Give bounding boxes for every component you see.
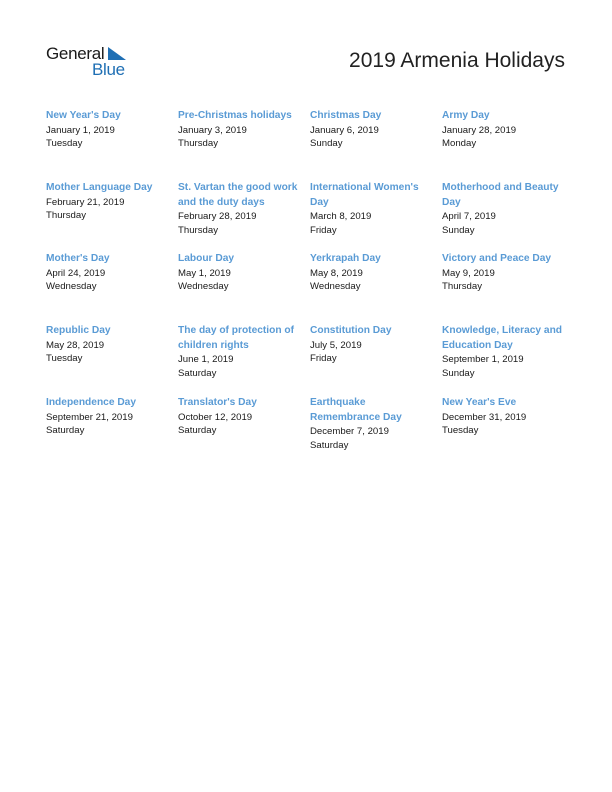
holiday-weekday: Tuesday — [46, 353, 83, 365]
holiday-weekday: Thursday — [178, 224, 218, 236]
holiday-weekday: Thursday — [46, 210, 86, 222]
holiday-weekday: Friday — [310, 353, 337, 365]
holiday-entry — [178, 324, 310, 396]
holiday-name: Labour Day — [178, 253, 235, 264]
holiday-name: St. Vartan the good work and the duty days — [178, 182, 298, 208]
holiday-weekday: Wednesday — [46, 281, 97, 293]
holiday-grid — [46, 109, 576, 468]
holiday-entry — [442, 324, 574, 396]
holiday-date: October 12, 2019 — [178, 411, 253, 423]
holiday-date: May 9, 2019 — [442, 267, 495, 279]
holiday-entry — [310, 109, 442, 181]
holiday-name: Earthquake Remembrance Day — [310, 397, 402, 423]
holiday-name: Christmas Day — [310, 110, 382, 121]
holiday-name: Republic Day — [46, 325, 111, 336]
holiday-name: Knowledge, Literacy and Education Day — [442, 325, 563, 351]
holiday-entry — [442, 109, 574, 181]
holiday-name: Motherhood and Beauty Day — [442, 182, 559, 208]
holiday-name: Translator's Day — [178, 397, 257, 408]
holiday-name: Pre-Christmas holidays — [178, 110, 292, 121]
holiday-entry — [178, 109, 310, 181]
holiday-weekday: Saturday — [46, 425, 85, 437]
page-title: 2019 Armenia Holidays — [349, 49, 565, 72]
holiday-weekday: Tuesday — [46, 138, 83, 150]
logo-text-blue: Blue — [92, 60, 125, 79]
holiday-weekday: Sunday — [310, 138, 343, 150]
holiday-weekday: Saturday — [310, 439, 349, 451]
holiday-date: February 28, 2019 — [178, 211, 257, 222]
holiday-name: The day of protection of children rights — [178, 325, 295, 351]
holiday-entry — [442, 396, 574, 468]
holiday-entry — [310, 396, 442, 468]
holiday-entry — [46, 181, 178, 252]
holiday-date: September 21, 2019 — [46, 411, 133, 423]
holiday-entry — [46, 109, 178, 181]
holiday-date: May 1, 2019 — [178, 267, 231, 279]
holiday-entry — [46, 252, 178, 324]
holiday-date: March 8, 2019 — [310, 211, 372, 222]
holiday-name: Independence Day — [46, 397, 137, 408]
holiday-name: Mother Language Day — [46, 182, 153, 193]
holiday-entry — [442, 252, 574, 324]
holiday-date: July 5, 2019 — [310, 339, 362, 351]
holiday-date: February 21, 2019 — [46, 196, 125, 208]
holiday-weekday: Saturday — [178, 425, 217, 437]
holiday-entry — [178, 181, 310, 252]
holiday-name: Army Day — [442, 110, 490, 121]
holiday-date: September 1, 2019 — [442, 354, 524, 365]
holiday-weekday: Saturday — [178, 367, 217, 379]
holiday-name: New Year's Eve — [442, 397, 517, 408]
holiday-entry — [310, 181, 442, 252]
holiday-weekday: Wednesday — [178, 281, 229, 293]
holiday-name: Constitution Day — [310, 325, 392, 336]
holiday-date: June 1, 2019 — [178, 354, 234, 365]
holiday-name: Mother's Day — [46, 253, 110, 264]
general-blue-logo — [46, 44, 136, 80]
holiday-name: New Year's Day — [46, 110, 121, 121]
holiday-name: Yerkrapah Day — [310, 253, 381, 264]
holiday-weekday: Sunday — [442, 224, 475, 236]
holiday-weekday: Sunday — [442, 367, 475, 379]
holiday-entry — [46, 396, 178, 468]
holiday-weekday: Thursday — [178, 138, 218, 150]
holiday-date: April 24, 2019 — [46, 267, 106, 279]
holiday-date: April 7, 2019 — [442, 211, 496, 222]
holiday-entry — [442, 181, 574, 252]
blue-triangle-flag-icon — [108, 47, 126, 61]
holiday-weekday: Tuesday — [442, 425, 479, 437]
logo-text-general: General — [46, 44, 105, 63]
holiday-weekday: Monday — [442, 138, 477, 150]
holiday-date: December 7, 2019 — [310, 426, 389, 437]
holiday-entry — [46, 324, 178, 396]
holiday-weekday: Wednesday — [310, 281, 361, 293]
holiday-date: May 28, 2019 — [46, 339, 105, 351]
holiday-name: Victory and Peace Day — [442, 253, 552, 264]
holiday-date: January 6, 2019 — [310, 124, 379, 136]
holiday-name: International Women's Day — [310, 182, 419, 208]
holiday-weekday: Friday — [310, 224, 337, 236]
holiday-entry — [310, 324, 442, 396]
holiday-date: January 1, 2019 — [46, 124, 115, 136]
holiday-date: January 3, 2019 — [178, 124, 247, 136]
holiday-weekday: Thursday — [442, 281, 482, 293]
holiday-entry — [178, 396, 310, 468]
holiday-entry — [310, 252, 442, 324]
holiday-date: January 28, 2019 — [442, 124, 517, 136]
holiday-entry — [178, 252, 310, 324]
holiday-date: May 8, 2019 — [310, 267, 363, 279]
holiday-date: December 31, 2019 — [442, 411, 527, 423]
